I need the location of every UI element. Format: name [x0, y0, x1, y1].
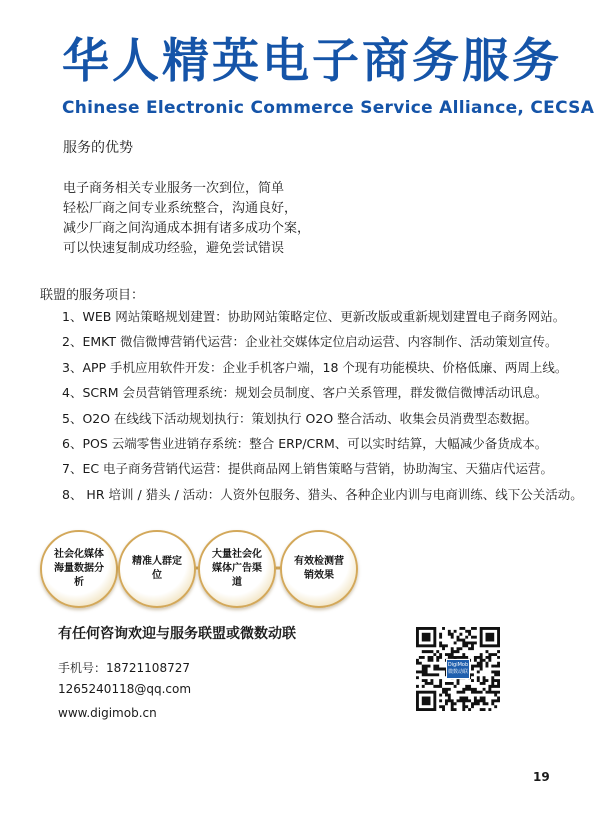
contact-phone: 手机号：18721108727	[58, 661, 190, 675]
service-item: 5、O2O 在线线下活动规划执行：策划执行 O2O 整合活动、收集会员消费型态数据。	[62, 410, 538, 426]
advantages-line: 电子商务相关专业服务一次到位，简单	[63, 181, 285, 196]
services-list	[62, 304, 583, 507]
qr-logo-text: 微数动联	[447, 669, 468, 675]
advantages-line: 轻松厂商之间专业系统整合，沟通良好，	[63, 201, 298, 216]
service-item: 8、 HR 培训 / 猎头 / 活动：人资外包服务、猎头、各种企业内训与电商训练、线下公关活动。	[62, 486, 583, 502]
service-item: 2、EMKT 微信微博营销代运营：企业社交媒体定位启动运营、内容制作、活动策划宣传。	[62, 334, 558, 350]
service-item: 7、EC 电子商务营销代运营：提供商品网上销售策略与营销，协助淘宝、天猫店代运营。	[62, 461, 554, 477]
qr-finder-square	[422, 697, 431, 706]
advantages-paragraph	[63, 179, 310, 259]
feature-circle-label: 社会化媒体海量数据分析	[54, 549, 104, 588]
qr-finder-square	[422, 633, 431, 642]
service-item: 3、APP 手机应用软件开发：企业手机客户端，18 个现有功能模块、价格低廉、两周上线。	[62, 359, 568, 375]
feature-circles	[38, 528, 368, 610]
feature-circle	[40, 530, 118, 608]
contact-email[interactable]: 1265240118@qq.com	[58, 682, 192, 696]
advantages-line: 可以快速复制成功经验，避免尝试错误	[63, 241, 285, 256]
contact-heading: 有任何咨询欢迎与服务联盟或微数动联	[58, 626, 296, 642]
qr-logo	[446, 659, 470, 679]
advantages-line: 减少厂商之间沟通成本拥有诸多成功个案，	[63, 221, 311, 236]
page-number: 19	[533, 770, 550, 784]
feature-circle	[198, 530, 276, 608]
contact-website[interactable]: www.digimob.cn	[58, 706, 157, 720]
service-item: 1、WEB 网站策略规划建置：协助网站策略定位、更新改版或重新规划建置电子商务网站。	[62, 309, 566, 324]
page-title: 华人精英电子商务服务	[62, 34, 562, 89]
feature-circle-label: 大量社会化媒体广告渠道	[212, 549, 262, 588]
page-subtitle: Chinese Electronic Commerce Service Alliance, CECSA	[62, 98, 595, 118]
qr-logo-text: DigiMob	[447, 662, 469, 668]
services-heading: 联盟的服务项目：	[40, 288, 145, 303]
feature-circle	[280, 530, 358, 608]
service-item: 4、SCRM 会员营销管理系统：规划会员制度、客户关系管理，群发微信微博活动讯息。	[62, 385, 548, 401]
feature-circle	[118, 530, 196, 608]
advantages-heading: 服务的优势	[63, 140, 133, 156]
service-item: 6、POS 云端零售业进销存系统：整合 ERP/CRM、可以实时结算，大幅减少备货成本。	[62, 435, 548, 451]
feature-circle-label: 有效检测营销效果	[294, 556, 344, 581]
qr-code	[416, 627, 500, 711]
qr-finder-square	[486, 633, 495, 642]
feature-circle-label: 精准人群定位	[132, 556, 182, 581]
